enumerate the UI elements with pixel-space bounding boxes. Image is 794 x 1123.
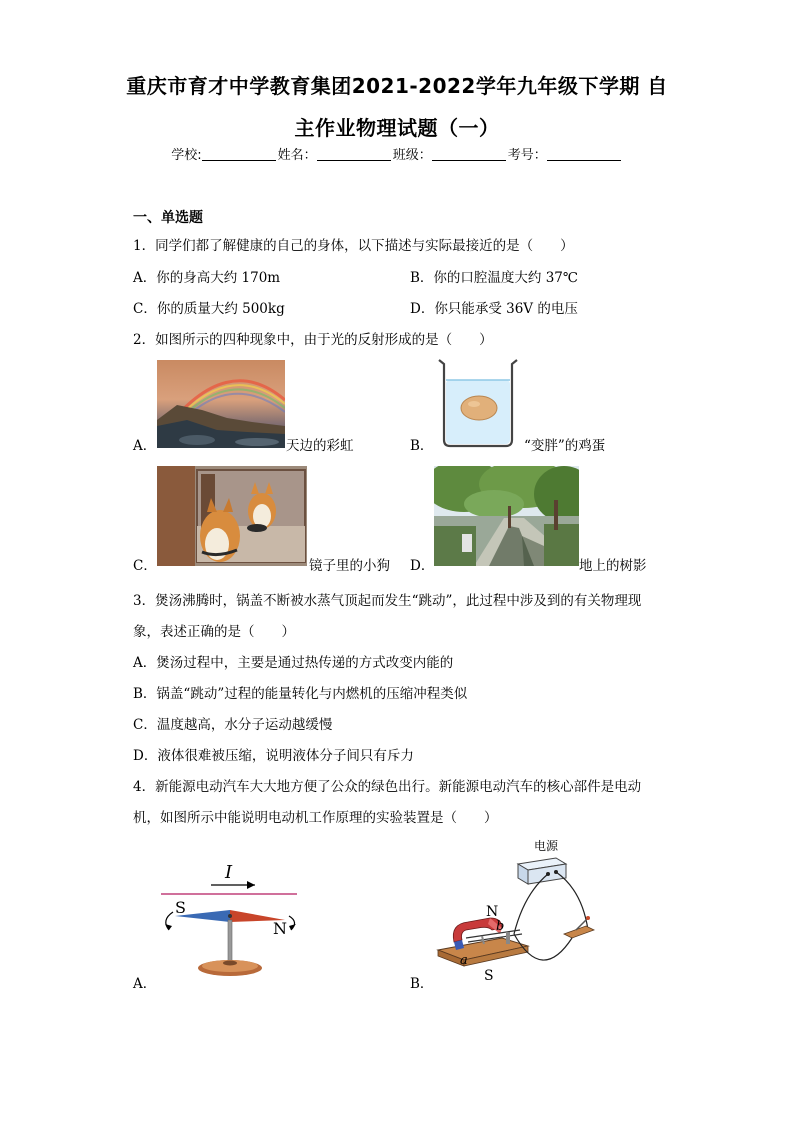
- motor-apparatus-figure: [432, 834, 612, 984]
- q3-option-a: A．煲汤过程中，主要是通过热传递的方式改变内能的: [133, 655, 454, 671]
- q2-option-b-label: B．: [410, 438, 434, 454]
- q2-stem: 2．如图所示的四种现象中，由于光的反射形成的是（ ）: [133, 332, 493, 348]
- north-label: N: [273, 919, 287, 938]
- q4-stem-line1: 4．新能源电动汽车大大地方便了公众的绿色出行。新能源电动汽车的核心部件是电动: [133, 779, 642, 795]
- q3-stem-line2: 象，表述正确的是（ ）: [133, 624, 295, 640]
- tree-shadow-photo: [434, 466, 579, 566]
- q1-option-c: C．你的质量大约 500kg: [133, 301, 285, 317]
- section-header: 一、单选题: [133, 210, 203, 226]
- current-label: I: [225, 862, 233, 883]
- number-label: 考号：: [507, 148, 547, 163]
- name-blank[interactable]: [317, 160, 391, 161]
- school-label: 学校:: [171, 148, 202, 163]
- q3-option-b: B．锅盖“跳动”过程的能量转化与内燃机的压缩冲程类似: [133, 686, 468, 702]
- student-info-line: [0, 144, 794, 163]
- egg-beaker-figure: [436, 358, 520, 448]
- class-label: 班级：: [392, 148, 432, 163]
- q4-stem-line2: 机，如图所示中能说明电动机工作原理的实验装置是（ ）: [133, 810, 498, 826]
- q2-option-a-label: A．: [133, 438, 157, 454]
- number-blank[interactable]: [547, 160, 621, 161]
- compass-wire-figure: [155, 856, 305, 982]
- q1-stem: 1．同学们都了解健康的自己的身体，以下描述与实际最接近的是（ ）: [133, 238, 574, 254]
- name-label: 姓名：: [277, 148, 317, 163]
- q2-option-c-label: C．: [133, 558, 157, 574]
- rod-a-label: a: [460, 953, 468, 968]
- q3-option-d: D．液体很难被压缩，说明液体分子间只有斥力: [133, 748, 414, 764]
- q2-option-d-label: D．: [410, 558, 435, 574]
- q4-option-a-label: A．: [133, 976, 157, 992]
- rod-b-label: b: [496, 919, 505, 934]
- magnet-south-label: S: [484, 968, 494, 984]
- dog-mirror-photo: [157, 466, 307, 566]
- class-blank[interactable]: [432, 160, 506, 161]
- power-source-label: 电源: [534, 839, 559, 853]
- q3-stem-line1: 3．煲汤沸腾时，锅盖不断被水蒸气顶起而发生“跳动”，此过程中涉及到的有关物理现: [133, 593, 642, 609]
- rainbow-photo: [157, 360, 285, 448]
- q2-option-d-caption: 地上的树影: [579, 558, 647, 574]
- school-blank[interactable]: [202, 160, 276, 161]
- q2-option-a-caption: 天边的彩虹: [286, 438, 354, 454]
- q1-option-b: B．你的口腔温度大约 37℃: [410, 270, 578, 286]
- q1-option-d: D．你只能承受 36V 的电压: [410, 301, 578, 317]
- south-label: S: [175, 898, 186, 917]
- page-title-line2: 主作业物理试题（一）: [294, 116, 500, 140]
- q1-option-a: A．你的身高大约 170m: [133, 270, 281, 286]
- q4-option-b-label: B．: [410, 976, 434, 992]
- page-title-line1: 重庆市育才中学教育集团2021-2022学年九年级下学期 自: [126, 74, 668, 98]
- q3-option-c: C．温度越高，水分子运动越缓慢: [133, 717, 333, 733]
- q2-option-b-caption: “变胖”的鸡蛋: [524, 438, 606, 454]
- q2-option-c-caption: 镜子里的小狗: [309, 558, 390, 574]
- magnet-north-label: N: [486, 904, 499, 920]
